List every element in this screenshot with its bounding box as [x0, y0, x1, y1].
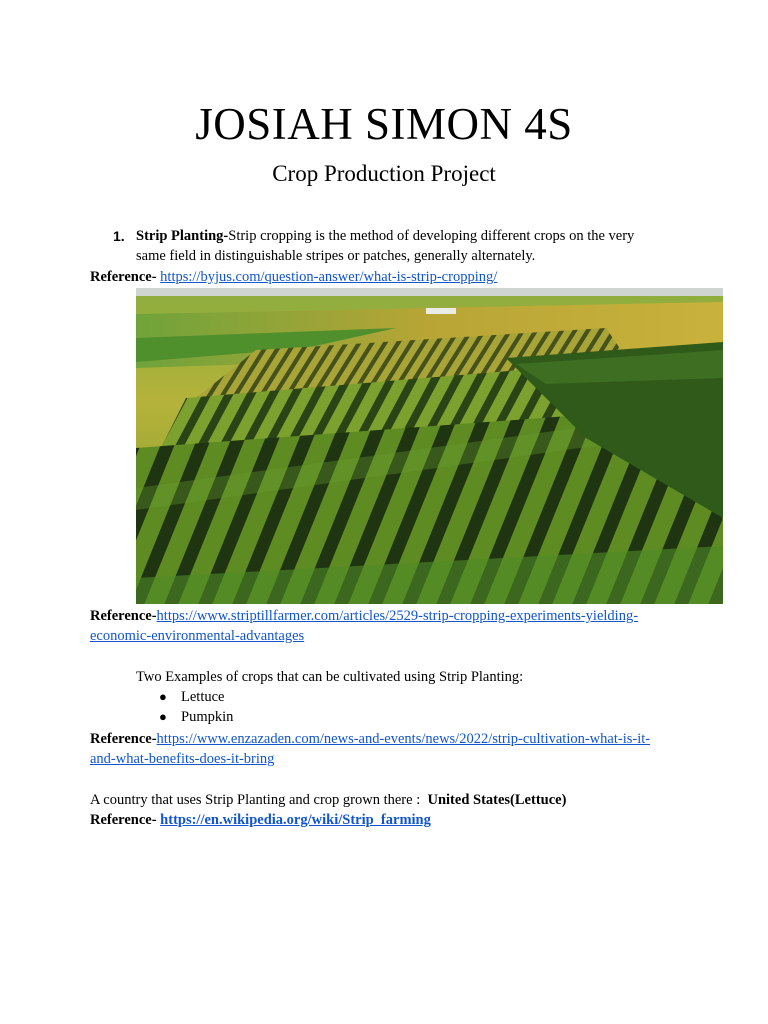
bullet-icon: ● [159, 709, 167, 724]
document-title: JOSIAH SIMON 4S [195, 99, 573, 149]
reference-label: Reference- [90, 731, 157, 747]
reference-1 [90, 267, 690, 287]
bullet-icon: ● [159, 689, 167, 704]
country-answer: United States(Lettuce) [427, 792, 567, 808]
reference-3-link-part-2[interactable]: and-what-benefits-does-it-bring [90, 751, 275, 767]
examples-intro: Two Examples of crops that can be cultivated using Strip Planting: [136, 669, 524, 685]
item-1-content [136, 226, 676, 266]
reference-1-link[interactable]: https://byjus.com/question-answer/what-is-strip-cropping/ [160, 269, 498, 285]
reference-2-line-1 [90, 606, 690, 626]
list-number: 1. [113, 228, 125, 244]
reference-3-link-part-1[interactable]: https://www.enzazaden.com/news-and-events/news/2022/strip-cultivation-what-is-it- [156, 731, 651, 747]
strip-farming-image [136, 288, 723, 604]
country-sentence: A country that uses Strip Planting and crop grown there : [90, 792, 428, 808]
reference-label: Reference- [90, 812, 161, 828]
reference-2-link-part-1[interactable]: https://www.striptillfarmer.com/articles/2529-strip-cropping-experiments-yielding- [156, 608, 639, 624]
reference-3 [90, 729, 690, 769]
reference-3-line-1 [90, 729, 690, 749]
examples-list [159, 687, 233, 727]
reference-4 [90, 810, 566, 830]
definition-text-2: same field in distinguishable stripes or patches, generally alternately. [136, 248, 536, 264]
term-strip-planting: Strip Planting- [136, 228, 229, 244]
list-item [159, 687, 233, 707]
reference-2 [90, 606, 690, 646]
country-example [90, 790, 566, 830]
country-line [90, 790, 566, 810]
example-pumpkin: Pumpkin [181, 709, 234, 725]
reference-2-line-2 [90, 626, 690, 646]
definition-text-1: Strip cropping is the method of developing different crops on the very [228, 228, 635, 244]
strip-farming-photo [136, 288, 723, 604]
reference-label: Reference- [90, 608, 157, 624]
reference-3-line-2 [90, 749, 690, 769]
reference-label: Reference- [90, 269, 161, 285]
reference-4-link[interactable]: https://en.wikipedia.org/wiki/Strip_farming [160, 812, 431, 828]
definition-line-1 [136, 226, 676, 246]
reference-2-link-part-2[interactable]: economic-environmental-advantages [90, 628, 305, 644]
document-subtitle: Crop Production Project [272, 161, 496, 186]
list-item [159, 707, 233, 727]
example-lettuce: Lettuce [181, 689, 225, 705]
